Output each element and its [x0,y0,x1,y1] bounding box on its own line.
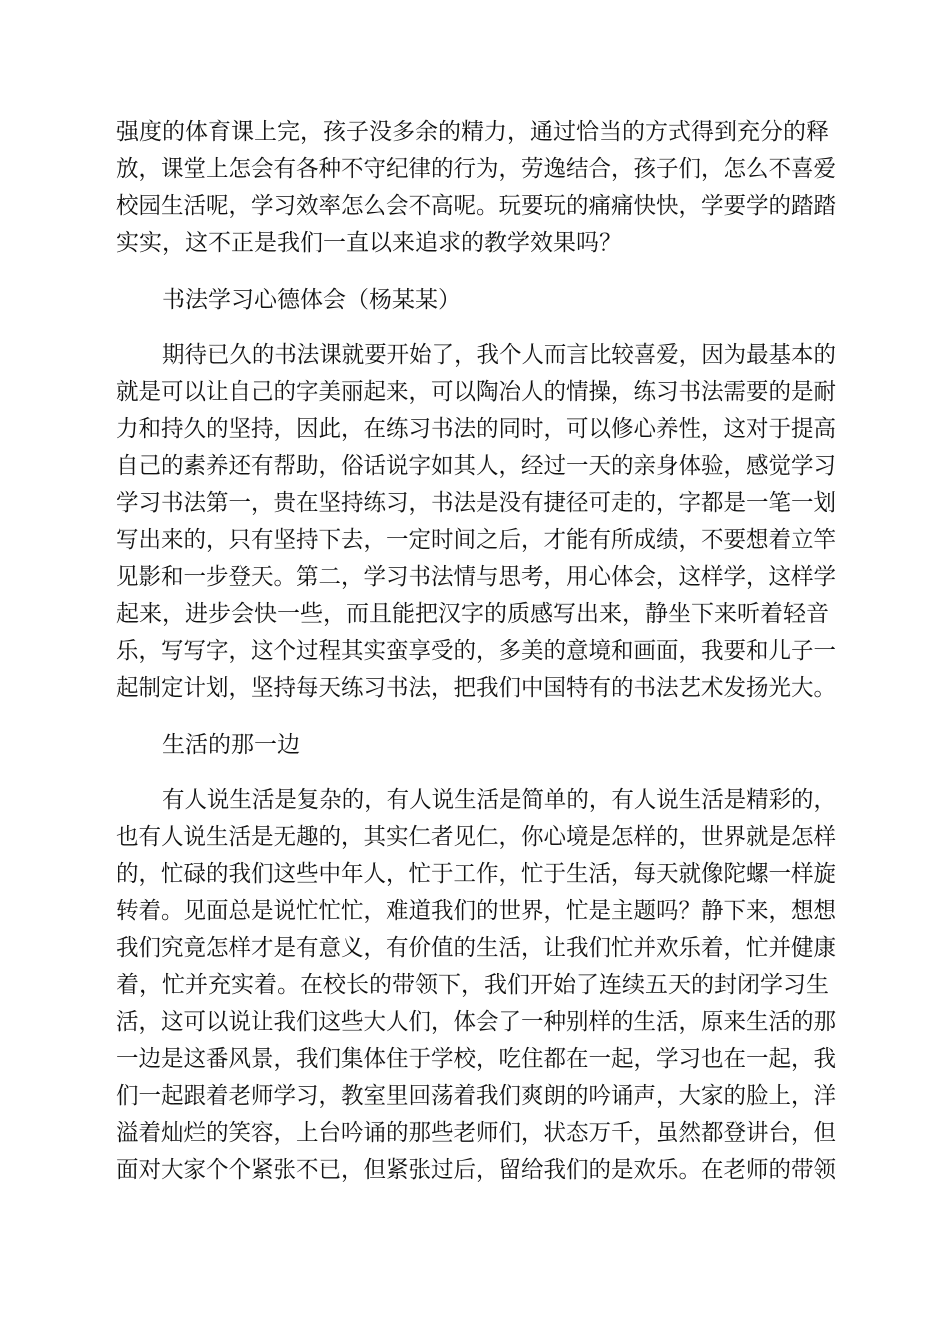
text-line: 面对大家个个紧张不已，但紧张过后，留给我们的是欢乐。在老师的带领 [116,1157,837,1183]
text-line: 就是可以让自己的字美丽起来，可以陶冶人的情操，练习书法需要的是耐 [116,379,837,405]
text-line: 转着。见面总是说忙忙忙，难道我们的世界，忙是主题吗？静下来，想想 [116,898,837,924]
text-line: 一边是这番风景，我们集体住于学校，吃住都在一起，学习也在一起，我 [116,1046,837,1072]
text-line: 强度的体育课上完，孩子没多余的精力，通过恰当的方式得到充分的释 [116,119,829,145]
text-line: 自己的素养还有帮助，俗话说字如其人，经过一天的亲身体验，感觉学习 [116,453,837,479]
text-line: 写出来的，只有坚持下去，一定时间之后，才能有所成绩，不要想着立竿 [116,527,837,553]
text-line: 着，忙并充实着。在校长的带领下，我们开始了连续五天的封闭学习生 [116,972,829,998]
text-line: 力和持久的坚持，因此，在练习书法的同时，可以修心养性，这对于提高 [116,416,837,442]
text-line: 乐，写写字，这个过程其实蛮享受的，多美的意境和画面，我要和儿子一 [116,638,837,664]
text-line: 期待已久的书法课就要开始了，我个人而言比较喜爱，因为最基本的 [162,342,836,368]
text-line: 们一起跟着老师学习，教室里回荡着我们爽朗的吟诵声，大家的脸上，洋 [116,1083,837,1109]
text-line: 起来，进步会快一些，而且能把汉字的质感写出来，静坐下来听着轻音 [116,601,829,627]
text-line: 放，课堂上怎会有各种不守纪律的行为，劳逸结合，孩子们，怎么不喜爱 [116,156,837,182]
text-line: 溢着灿烂的笑容，上台吟诵的那些老师们，状态万千，虽然都登讲台，但 [116,1120,837,1146]
text-line: 我们究竟怎样才是有意义，有价值的生活，让我们忙并欢乐着，忙并健康 [116,935,837,961]
text-line: 学习书法第一，贵在坚持练习，书法是没有捷径可走的，字都是一笔一划 [116,490,837,516]
text-line: 起制定计划，坚持每天练习书法，把我们中国特有的书法艺术发扬光大。 [116,675,837,701]
text-line: 的，忙碌的我们这些中年人，忙于工作，忙于生活，每天就像陀螺一样旋 [116,861,837,887]
text-line: 有人说生活是复杂的，有人说生活是简单的，有人说生活是精彩的， [162,787,836,813]
text-line: 实实，这不正是我们一直以来追求的教学效果吗？ [116,230,622,256]
text-line: 活，这可以说让我们这些大人们，体会了一种别样的生活，原来生活的那 [116,1009,837,1035]
text-line: 见影和一步登天。第二，学习书法情与思考，用心体会，这样学，这样学 [116,564,837,590]
text-line: 校园生活呢，学习效率怎么会不高呢。玩要玩的痛痛快快，学要学的踏踏 [116,193,837,219]
section-heading: 生活的那一边 [162,732,300,758]
section-heading: 书法学习心德体会（杨某某） [162,287,461,313]
text-line: 也有人说生活是无趣的，其实仁者见仁，你心境是怎样的，世界就是怎样 [116,824,837,850]
